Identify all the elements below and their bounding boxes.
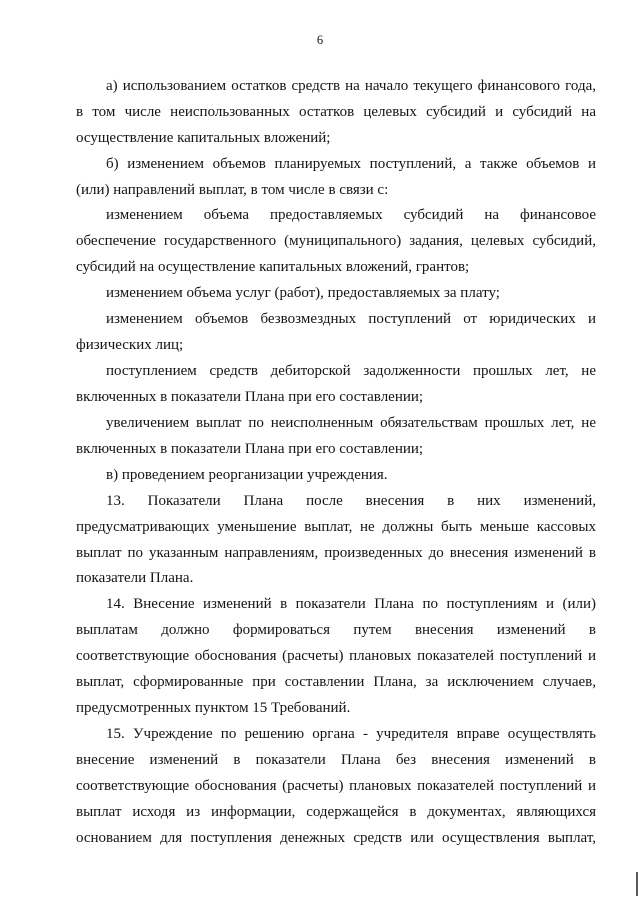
text-line: (или) направлений выплат, в том числе в связи с:	[76, 182, 389, 198]
text-line: предусматривающих уменьшение выплат, не должны быть меньше кассовых	[76, 519, 596, 535]
text-line: в том числе неиспользованных остатков целевых субсидий и субсидий на	[76, 104, 596, 120]
text-line: 13. Показатели Плана после внесения в них изменений,	[106, 493, 596, 509]
scan-edge-mark	[636, 872, 638, 896]
text-line: субсидий на осуществление капитальных вложений, грантов;	[76, 259, 470, 275]
text-line: основанием для поступления денежных средств или осуществления выплат,	[76, 830, 596, 846]
text-line: включенных в показатели Плана при его составлении;	[76, 441, 424, 457]
text-line: обеспечение государственного (муниципального) задания, целевых субсидий,	[76, 233, 596, 249]
page-number: 6	[316, 33, 324, 47]
text-line: физических лиц;	[76, 337, 184, 353]
text-line: поступлением средств дебиторской задолженности прошлых лет, не	[106, 363, 596, 379]
text-line: предусмотренных пунктом 15 Требований.	[76, 700, 351, 716]
text-line: соответствующие обоснования (расчеты) плановых показателей поступлений и	[76, 778, 596, 794]
text-line: осуществление капитальных вложений;	[76, 130, 331, 146]
text-line: выплат по указанным направлениям, произведенных до внесения изменений в	[76, 545, 596, 561]
text-line: соответствующие обоснования (расчеты) плановых показателей поступлений и	[76, 648, 596, 664]
text-line: выплат, сформированные при составлении Плана, за исключением случаев,	[76, 674, 596, 690]
text-line: а) использованием остатков средств на начало текущего финансового года,	[106, 78, 596, 94]
text-line: включенных в показатели Плана при его составлении;	[76, 389, 424, 405]
text-line: б) изменением объемов планируемых поступлений, а также объемов и	[106, 156, 596, 172]
text-line: внесение изменений в показатели Плана без внесения изменений в	[76, 752, 596, 768]
text-line: изменением объема услуг (работ), предоставляемых за плату;	[106, 285, 500, 301]
text-line: изменением объема предоставляемых субсидий на финансовое	[106, 207, 596, 223]
text-line: 15. Учреждение по решению органа - учредителя вправе осуществлять	[106, 726, 596, 742]
text-line: 14. Внесение изменений в показатели Плана по поступлениям и (или)	[106, 596, 596, 612]
text-line: в) проведением реорганизации учреждения.	[106, 467, 388, 483]
text-line: изменением объемов безвозмездных поступлений от юридических и	[106, 311, 596, 327]
text-line: увеличением выплат по неисполненным обязательствам прошлых лет, не	[106, 415, 596, 431]
text-line: выплатам должно формироваться путем внесения изменений в	[76, 622, 596, 638]
text-line: выплат исходя из информации, содержащейся в документах, являющихся	[76, 804, 596, 820]
text-line: показатели Плана.	[76, 570, 194, 586]
